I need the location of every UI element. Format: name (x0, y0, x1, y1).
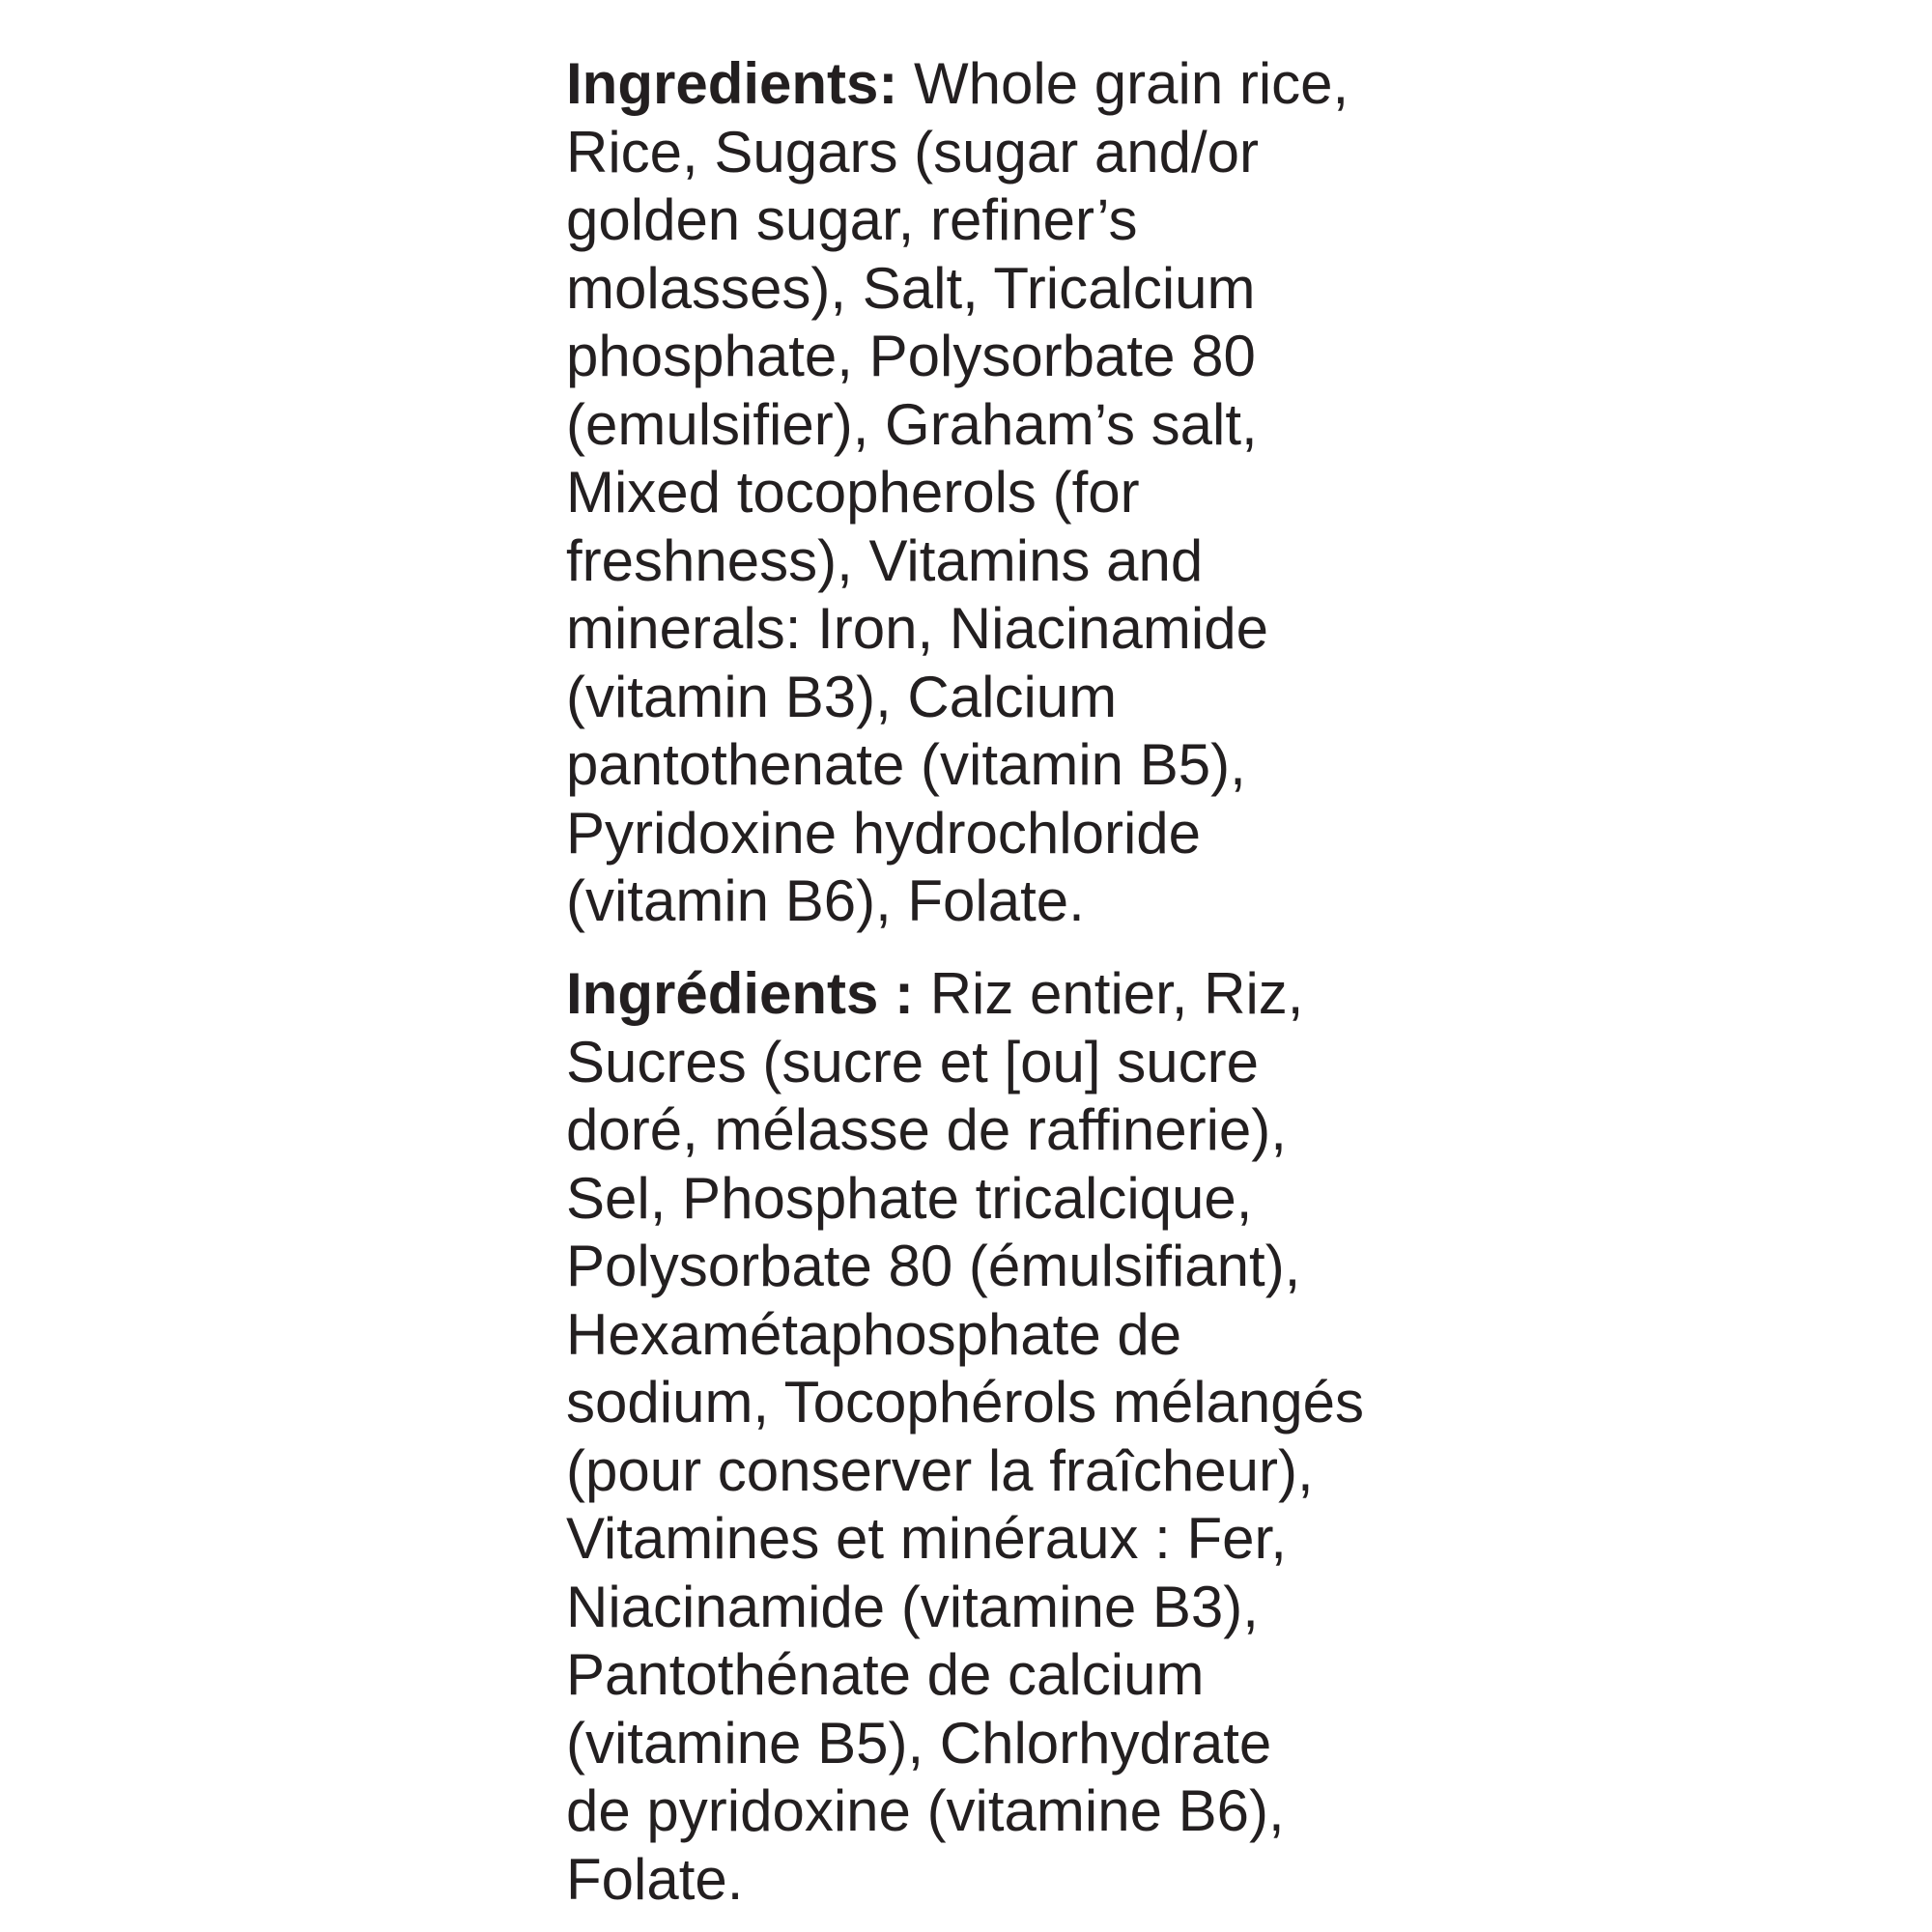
ingredients-fr-line: doré, mélasse de raffinerie), (566, 1097, 1287, 1162)
ingredients-en-line: phosphate, Polysorbate 80 (566, 324, 1256, 388)
ingredients-en-line: golden sugar, refiner’s (566, 187, 1138, 252)
ingredients-fr-line: Hexamétaphosphate de (566, 1301, 1182, 1367)
ingredients-en-line-1-text: Whole grain rice, (897, 51, 1350, 116)
ingredients-en-line: minerals: Iron, Niacinamide (566, 596, 1268, 661)
ingredients-fr-line: sodium, Tocophérols mélangés (566, 1370, 1365, 1435)
ingredients-fr-line: Sel, Phosphate tricalcique, (566, 1165, 1253, 1231)
ingredients-fr-line: Polysorbate 80 (émulsifiant), (566, 1234, 1301, 1298)
ingredients-fr-line: Sucres (sucre et [ou] sucre (566, 1029, 1259, 1094)
ingredients-en-line: Pyridoxine hydrochloride (566, 800, 1202, 866)
ingredients-fr-line: (pour conserver la fraîcheur), (566, 1437, 1314, 1503)
ingredients-fr-line-1-text: Riz entier, Riz, (914, 961, 1304, 1026)
ingredients-fr-line: Pantothénate de calcium (566, 1642, 1205, 1707)
ingredients-fr-line-1 (566, 960, 1435, 1029)
ingredients-en-line: Rice, Sugars (sugar and/or (566, 119, 1260, 185)
ingredients-en-heading: Ingredients: (566, 51, 898, 116)
ingredients-en-line: (vitamin B3), Calcium (566, 664, 1118, 729)
ingredients-fr-line: Folate. (566, 1846, 744, 1912)
ingredients-en-line: (emulsifier), Graham’s salt, (566, 391, 1258, 457)
ingredients-fr-line: (vitamine B5), Chlorhydrate (566, 1710, 1272, 1776)
ingredients-en-line: molasses), Salt, Tricalcium (566, 255, 1256, 321)
ingredients-fr-line: Vitamines et minéraux : Fer, (566, 1506, 1287, 1571)
ingredients-en-line: Mixed tocopherols (for (566, 460, 1140, 525)
ingredients-en-line-1 (566, 50, 1435, 119)
ingredients-fr-heading: Ingrédients : (566, 961, 915, 1026)
ingredients-en-line: pantothenate (vitamin B5), (566, 732, 1246, 797)
ingredients-panel (566, 0, 1435, 1932)
ingredients-fr-line: Niacinamide (vitamine B3), (566, 1574, 1259, 1639)
ingredients-english (566, 50, 1435, 936)
ingredients-en-line: freshness), Vitamins and (566, 527, 1204, 593)
ingredients-en-line: (vitamin B6), Folate. (566, 868, 1085, 933)
ingredients-french (566, 960, 1435, 1914)
ingredients-fr-line: de pyridoxine (vitamine B6), (566, 1778, 1285, 1843)
